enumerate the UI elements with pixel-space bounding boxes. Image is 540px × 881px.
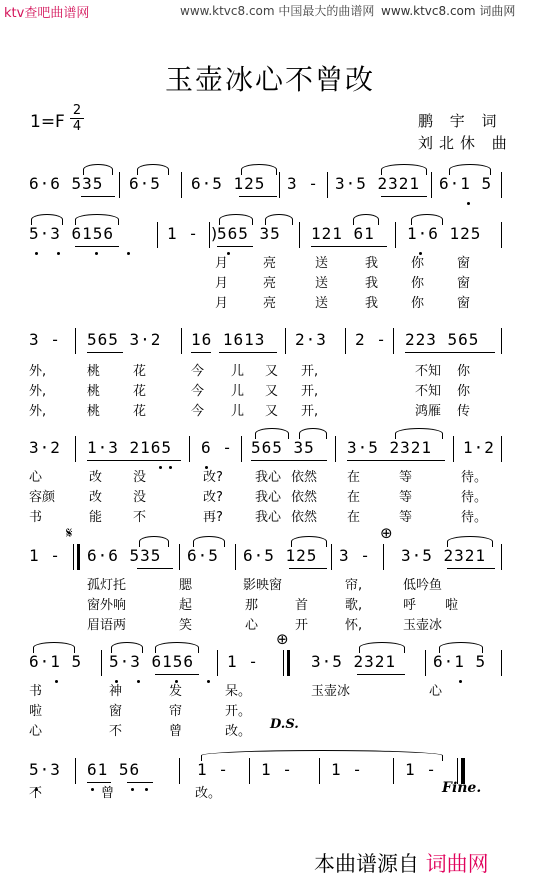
lyric-syllable: 心 <box>245 618 259 633</box>
measure: 1 - <box>261 760 293 779</box>
barline <box>425 650 426 676</box>
lyric-syllable: 不知 <box>415 364 442 379</box>
slur <box>411 214 443 225</box>
measure: 1·2 <box>463 438 495 457</box>
lyric-syllable: 我心 <box>255 510 282 525</box>
beam <box>191 352 211 353</box>
lyric-syllable: 啦 <box>29 704 43 719</box>
measure: 3·5 2321 <box>401 546 487 565</box>
slur <box>139 536 169 547</box>
lyric-syllable: 腮 <box>179 578 193 593</box>
slur <box>75 214 119 225</box>
barline <box>119 172 120 198</box>
lyric-syllable: 开, <box>301 364 319 379</box>
measure: 2·3 <box>295 330 327 349</box>
barline <box>299 222 300 248</box>
beam <box>289 568 327 569</box>
lyric-syllable: 不知 <box>415 384 442 399</box>
lyric-syllable: 儿 <box>231 404 245 419</box>
lyric-syllable: 改。 <box>225 724 252 739</box>
lyric-syllable: 等 <box>399 510 413 525</box>
lyric-syllable: 月 <box>215 256 229 271</box>
measure: 121 61 <box>311 224 375 243</box>
beam <box>447 568 495 569</box>
lyric-syllable: 桃 <box>87 364 101 379</box>
lyric-syllable: 改 <box>89 490 103 505</box>
lyric-syllable: 等 <box>399 470 413 485</box>
barline <box>383 544 384 570</box>
lyric-syllable: 窗 <box>109 704 123 719</box>
slur <box>33 642 75 653</box>
coda-sign: ⊕ <box>380 524 393 542</box>
notation-row-4 <box>29 436 509 460</box>
measure: 61 56 <box>87 760 141 779</box>
time-signature-bottom: 4 <box>72 119 82 134</box>
lyric-syllable: 你 <box>411 256 425 271</box>
slur <box>83 164 113 175</box>
lyric-syllable: 书 <box>29 684 43 699</box>
lyric-line <box>29 292 509 311</box>
lyric-syllable: 你 <box>457 384 471 399</box>
dal-segno-marking: D.S. <box>270 717 299 732</box>
beam <box>239 196 277 197</box>
lyric-syllable: 改。 <box>195 786 222 801</box>
barline <box>101 650 102 676</box>
fine-marking: Fine. <box>442 780 482 796</box>
source-prefix: 本曲谱源自 <box>314 852 419 876</box>
lyric-syllable: 月 <box>215 296 229 311</box>
segno-sign: 𝄋 <box>66 524 73 542</box>
beam <box>219 352 277 353</box>
barline <box>241 436 242 462</box>
lyric-syllable: 你 <box>411 296 425 311</box>
lyric-syllable: 心 <box>429 684 443 699</box>
barline <box>75 328 76 354</box>
lyric-syllable: 能 <box>89 510 103 525</box>
beam <box>81 196 115 197</box>
measure: 5·3 <box>29 760 61 779</box>
lyric-syllable: 开 <box>295 618 309 633</box>
measure: 6·5 <box>129 174 161 193</box>
lyric-syllable: 神 <box>109 684 123 699</box>
lyric-syllable: 待。 <box>461 510 488 525</box>
measure: 3 - <box>339 546 371 565</box>
lyric-syllable: 又 <box>265 404 279 419</box>
measure: 6·6 535 <box>29 174 104 193</box>
measure: 1 - ) <box>167 224 221 243</box>
beam <box>217 246 253 247</box>
lyric-syllable: 改? <box>203 470 223 485</box>
barline <box>235 544 236 570</box>
lyric-syllable: 依然 <box>291 510 318 525</box>
barline <box>179 544 180 570</box>
lyric-syllable: 我 <box>365 296 379 311</box>
tie <box>201 750 443 761</box>
slur <box>359 642 405 653</box>
lyric-syllable: 心 <box>29 470 43 485</box>
measure: 565 3·2 <box>87 330 162 349</box>
song-title: 玉壶冰心不曾改 <box>164 63 375 96</box>
measure: 5·3 6156 <box>29 224 115 243</box>
barline <box>283 650 284 676</box>
barline <box>249 758 250 784</box>
slur <box>291 536 327 547</box>
slur <box>193 536 225 547</box>
barline <box>279 172 280 198</box>
lyric-syllable: 再? <box>203 510 223 525</box>
measure: 6·1 5 <box>433 652 487 671</box>
lyric-line <box>29 360 509 379</box>
lyric-syllable: 花 <box>133 404 147 419</box>
slur <box>111 642 143 653</box>
beam <box>251 460 327 461</box>
lyric-syllable: 亮 <box>263 256 277 271</box>
barline <box>75 436 76 462</box>
lyric-syllable: 改 <box>89 470 103 485</box>
slur <box>447 536 493 547</box>
lyric-syllable: 在 <box>347 490 361 505</box>
barline <box>319 758 320 784</box>
lyric-syllable: 呼 <box>403 598 417 613</box>
lyric-syllable: 送 <box>315 276 329 291</box>
lyric-line <box>29 272 509 291</box>
watermark-right: www.ktvc8.com 词曲网 <box>381 4 516 18</box>
lyricist-credit: 鹏 宇 词 <box>418 112 503 130</box>
lyric-syllable: 窗 <box>457 256 471 271</box>
time-signature <box>70 104 84 133</box>
slur <box>353 214 379 225</box>
measure: 16 1613 <box>191 330 266 349</box>
key-signature: 1=F <box>30 112 65 132</box>
slur <box>219 214 253 225</box>
lyric-line <box>29 574 509 593</box>
barline <box>181 172 182 198</box>
lyric-syllable: 开。 <box>225 704 252 719</box>
slur <box>155 642 199 653</box>
beam <box>357 674 405 675</box>
measure: 5·3 6156 <box>109 652 195 671</box>
lyric-line <box>29 680 509 699</box>
measure: 6·6 535 <box>87 546 162 565</box>
lyric-syllable: 不 <box>29 786 43 801</box>
barline <box>327 172 328 198</box>
lyric-syllable: 依然 <box>291 470 318 485</box>
beam <box>311 246 387 247</box>
beam <box>381 196 427 197</box>
notation-row-3 <box>29 328 509 352</box>
lyric-syllable: 你 <box>457 364 471 379</box>
lyric-line <box>29 720 509 739</box>
measure: 3·5 2321 <box>335 174 421 193</box>
notation-row-7 <box>29 758 509 782</box>
lyric-syllable: 外, <box>29 364 47 379</box>
lyric-line <box>29 380 509 399</box>
time-signature-top: 2 <box>72 103 82 118</box>
barline <box>285 328 286 354</box>
lyric-line <box>29 486 509 505</box>
notation-row-6 <box>29 650 509 674</box>
lyric-syllable: 月 <box>215 276 229 291</box>
lyric-syllable: 我心 <box>255 490 282 505</box>
slur <box>31 214 63 225</box>
beam <box>87 460 181 461</box>
barline <box>501 222 502 248</box>
barline <box>453 436 454 462</box>
measure: 1·6 125 <box>407 224 482 243</box>
lyric-syllable: 笑 <box>179 618 193 633</box>
slur <box>449 164 491 175</box>
lyric-line <box>29 506 509 525</box>
measure: 6·5 125 <box>191 174 266 193</box>
lyric-line <box>29 400 509 419</box>
lyric-syllable: 今 <box>191 384 205 399</box>
lyric-syllable: 开, <box>301 384 319 399</box>
measure: 6 - <box>201 438 233 457</box>
measure: 6·5 <box>187 546 219 565</box>
lyric-syllable: 今 <box>191 364 205 379</box>
measure: 1 - <box>197 760 229 779</box>
lyric-syllable: 没 <box>133 470 147 485</box>
lyric-syllable: 眉语两 <box>87 618 127 633</box>
lyric-syllable: 书 <box>29 510 43 525</box>
lyric-syllable: 曾 <box>101 786 115 801</box>
notation-row-5 <box>29 544 509 568</box>
repeat-barline <box>77 544 80 570</box>
beam <box>347 460 445 461</box>
barline <box>431 172 432 198</box>
measure: 1 - <box>331 760 363 779</box>
lyric-syllable: 待。 <box>461 470 488 485</box>
lyric-syllable: 我 <box>365 256 379 271</box>
lyric-syllable: 在 <box>347 470 361 485</box>
lyric-syllable: 啦 <box>445 598 459 613</box>
beam <box>137 568 173 569</box>
lyric-syllable: 鸿雁 <box>415 404 442 419</box>
watermark-middle: www.ktvc8.com 中国最大的曲谱网 <box>180 4 375 18</box>
slur <box>299 428 327 439</box>
lyric-syllable: 怀, <box>345 618 363 633</box>
lyric-line <box>29 594 509 613</box>
beam <box>155 674 199 675</box>
lyric-syllable: 起 <box>179 598 193 613</box>
barline <box>335 436 336 462</box>
notation-row-2 <box>29 222 509 246</box>
slur <box>241 164 277 175</box>
lyric-line <box>29 466 509 485</box>
measure: 3·5 2321 <box>311 652 397 671</box>
lyric-syllable: 今 <box>191 404 205 419</box>
measure: 1·3 2165 <box>87 438 173 457</box>
lyric-syllable: 外, <box>29 384 47 399</box>
lyric-line <box>29 700 509 719</box>
lyric-syllable: 窗 <box>457 276 471 291</box>
lyric-syllable: 玉壶冰 <box>311 684 351 699</box>
lyric-line <box>29 614 509 633</box>
lyric-syllable: 外, <box>29 404 47 419</box>
lyric-syllable: 心 <box>29 724 43 739</box>
lyric-syllable: 儿 <box>231 364 245 379</box>
barline <box>75 758 76 784</box>
lyric-syllable: 亮 <box>263 296 277 311</box>
barline <box>501 544 502 570</box>
barline <box>501 328 502 354</box>
beam <box>87 352 123 353</box>
lyric-syllable: 那 <box>245 598 259 613</box>
lyric-syllable: 不 <box>109 724 123 739</box>
measure: 1 - <box>405 760 437 779</box>
measure: 6·1 5 <box>29 652 83 671</box>
lyric-syllable: 你 <box>411 276 425 291</box>
lyric-syllable: 花 <box>133 364 147 379</box>
lyric-syllable: 首 <box>295 598 309 613</box>
lyric-syllable: 发 <box>169 684 183 699</box>
watermark-left: ktv查吧曲谱网 <box>4 6 90 21</box>
barline <box>395 222 396 248</box>
barline <box>501 650 502 676</box>
barline <box>73 544 74 570</box>
measure: 565 35 <box>217 224 281 243</box>
lyric-syllable: 花 <box>133 384 147 399</box>
lyric-syllable: 低吟鱼 <box>403 578 443 593</box>
measure: 3 - <box>287 174 319 193</box>
source-site-link[interactable]: 词曲网 <box>425 852 489 876</box>
composer-credit: 刘北休 曲 <box>418 134 513 152</box>
barline <box>217 650 218 676</box>
lyric-syllable: 呆。 <box>225 684 252 699</box>
lyric-syllable: 送 <box>315 256 329 271</box>
lyric-syllable: 我 <box>365 276 379 291</box>
measure: 3·2 <box>29 438 61 457</box>
lyric-syllable: 帘 <box>169 704 183 719</box>
slur <box>381 164 427 175</box>
beam <box>405 352 495 353</box>
barline <box>501 172 502 198</box>
measure: 6·5 125 <box>243 546 318 565</box>
lyric-syllable: 儿 <box>231 384 245 399</box>
lyric-syllable: 玉壶冰 <box>403 618 443 633</box>
lyric-syllable: 又 <box>265 384 279 399</box>
lyric-syllable: 孤灯托 <box>87 578 127 593</box>
lyric-syllable: 桃 <box>87 404 101 419</box>
measure: 6·1 5 <box>439 174 493 193</box>
barline <box>501 436 502 462</box>
barline <box>331 544 332 570</box>
lyric-syllable: 帘, <box>345 578 363 593</box>
slur <box>137 164 169 175</box>
lyric-syllable: 改? <box>203 490 223 505</box>
lyric-syllable: 不 <box>133 510 147 525</box>
barline <box>209 222 210 248</box>
barline <box>157 222 158 248</box>
measure: 1 - <box>29 546 61 565</box>
coda-sign: ⊕ <box>276 630 289 648</box>
measure: 2 - <box>355 330 387 349</box>
measure: 223 565 <box>405 330 480 349</box>
lyric-syllable: 等 <box>399 490 413 505</box>
slur <box>439 642 483 653</box>
source-footer <box>314 848 489 878</box>
lyric-syllable: 窗 <box>457 296 471 311</box>
lyric-syllable: 送 <box>315 296 329 311</box>
lyric-syllable: 曾 <box>169 724 183 739</box>
barline <box>345 328 346 354</box>
barline <box>393 758 394 784</box>
lyric-syllable: 传 <box>457 404 471 419</box>
lyric-syllable: 我心 <box>255 470 282 485</box>
notation-row-1 <box>29 172 509 196</box>
lyric-syllable: 在 <box>347 510 361 525</box>
slur <box>395 428 443 439</box>
lyric-syllable: 桃 <box>87 384 101 399</box>
lyric-line <box>29 782 509 801</box>
lyric-syllable: 开, <box>301 404 319 419</box>
beam <box>75 246 119 247</box>
barline <box>189 436 190 462</box>
lyric-syllable: 歌, <box>345 598 363 613</box>
slur <box>255 428 289 439</box>
measure: 3·5 2321 <box>347 438 433 457</box>
measure: 565 35 <box>251 438 315 457</box>
lyric-syllable: 影映窗 <box>243 578 283 593</box>
lyric-syllable: 窗外响 <box>87 598 127 613</box>
measure: 3 - <box>29 330 61 349</box>
low-octave-dot <box>467 202 470 205</box>
lyric-syllable: 又 <box>265 364 279 379</box>
barline <box>179 758 180 784</box>
lyric-syllable: 没 <box>133 490 147 505</box>
final-barline <box>287 650 290 676</box>
lyric-syllable: 依然 <box>291 490 318 505</box>
measure: 1 - <box>227 652 259 671</box>
slur <box>265 214 293 225</box>
lyric-syllable: 容颜 <box>29 490 56 505</box>
lyric-syllable: 亮 <box>263 276 277 291</box>
lyric-line <box>29 252 509 271</box>
lyric-syllable: 待。 <box>461 490 488 505</box>
barline <box>393 328 394 354</box>
barline <box>181 328 182 354</box>
